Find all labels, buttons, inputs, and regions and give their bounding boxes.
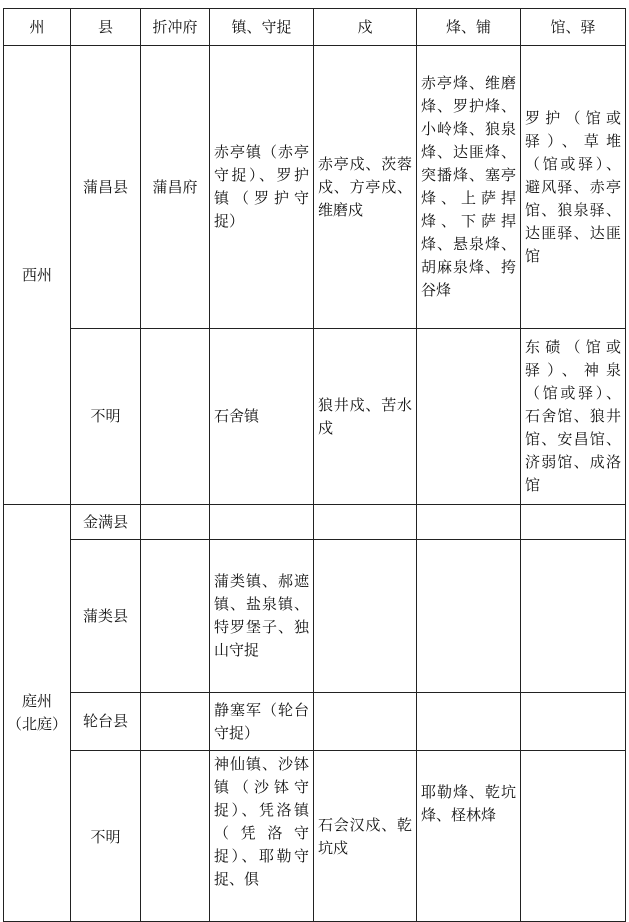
col-header-zhou: 州 xyxy=(4,9,71,46)
zhen-cell: 神仙镇、沙钵镇（沙钵守捉）、凭洛镇（凭洛守捉）、耶勒守捉、俱 xyxy=(210,751,314,922)
shu-cell xyxy=(314,540,417,693)
guan-cell xyxy=(521,693,626,751)
guan-cell: 罗护（馆或驿）、草堆（馆或驿）、避风驿、赤亭馆、狼泉驿、达匪驿、达匪馆 xyxy=(521,46,626,329)
table-row xyxy=(4,693,626,751)
feng-cell xyxy=(417,505,521,540)
zhou-cell-xizhou: 西州 xyxy=(4,46,71,505)
county-cell: 蒲类县 xyxy=(71,540,141,693)
shu-cell: 狼井戍、苦水戍 xyxy=(314,329,417,505)
col-header-feng: 烽、铺 xyxy=(417,9,521,46)
col-header-guan: 馆、驿 xyxy=(521,9,626,46)
feng-cell xyxy=(417,540,521,693)
shu-cell: 赤亭戍、茨蓉戍、方亭戍、维磨戍 xyxy=(314,46,417,329)
feng-cell: 赤亭烽、维磨烽、罗护烽、小岭烽、狼泉烽、达匪烽、突播烽、塞亭烽、上萨捍烽、下萨捍烽、悬泉烽、胡麻泉烽、挎谷烽 xyxy=(417,46,521,329)
zhou-alt-name: （北庭） xyxy=(6,715,67,733)
fu-cell xyxy=(141,329,210,505)
table-row xyxy=(4,505,626,540)
guan-cell xyxy=(521,540,626,693)
zhou-name: 庭州 xyxy=(21,692,52,710)
fu-cell: 蒲昌府 xyxy=(141,46,210,329)
zhen-cell: 赤亭镇（赤亭守捉）、罗护镇（罗护守捉） xyxy=(210,46,314,329)
garrison-table xyxy=(3,8,626,922)
zhou-cell-tingzhou xyxy=(4,505,71,922)
county-cell: 不明 xyxy=(71,751,141,922)
guan-cell: 东碛（馆或驿）、神泉（馆或驿）、石舍馆、狼井馆、安昌馆、济弱馆、成洛馆 xyxy=(521,329,626,505)
fu-cell xyxy=(141,693,210,751)
table-row xyxy=(4,540,626,693)
feng-cell xyxy=(417,329,521,505)
shu-cell xyxy=(314,505,417,540)
county-cell: 金满县 xyxy=(71,505,141,540)
shu-cell: 石会汉戍、乾坑戍 xyxy=(314,751,417,922)
zhen-cell xyxy=(210,505,314,540)
guan-cell xyxy=(521,505,626,540)
zhen-cell: 石舍镇 xyxy=(210,329,314,505)
header-row xyxy=(4,9,626,46)
feng-cell: 耶勒烽、乾坑烽、柽林烽 xyxy=(417,751,521,922)
zhen-cell: 静塞军（轮台守捉） xyxy=(210,693,314,751)
col-header-shu: 戍 xyxy=(314,9,417,46)
guan-cell xyxy=(521,751,626,922)
fu-cell xyxy=(141,505,210,540)
col-header-fu: 折冲府 xyxy=(141,9,210,46)
table-row xyxy=(4,46,626,329)
county-cell: 轮台县 xyxy=(71,693,141,751)
county-cell: 蒲昌县 xyxy=(71,46,141,329)
shu-cell xyxy=(314,693,417,751)
county-cell: 不明 xyxy=(71,329,141,505)
zhen-cell: 蒲类镇、郝遮镇、盐泉镇、特罗堡子、独山守捉 xyxy=(210,540,314,693)
table-row xyxy=(4,329,626,505)
table-row xyxy=(4,751,626,922)
col-header-zhen: 镇、守捉 xyxy=(210,9,314,46)
feng-cell xyxy=(417,693,521,751)
fu-cell xyxy=(141,751,210,922)
col-header-county: 县 xyxy=(71,9,141,46)
fu-cell xyxy=(141,540,210,693)
